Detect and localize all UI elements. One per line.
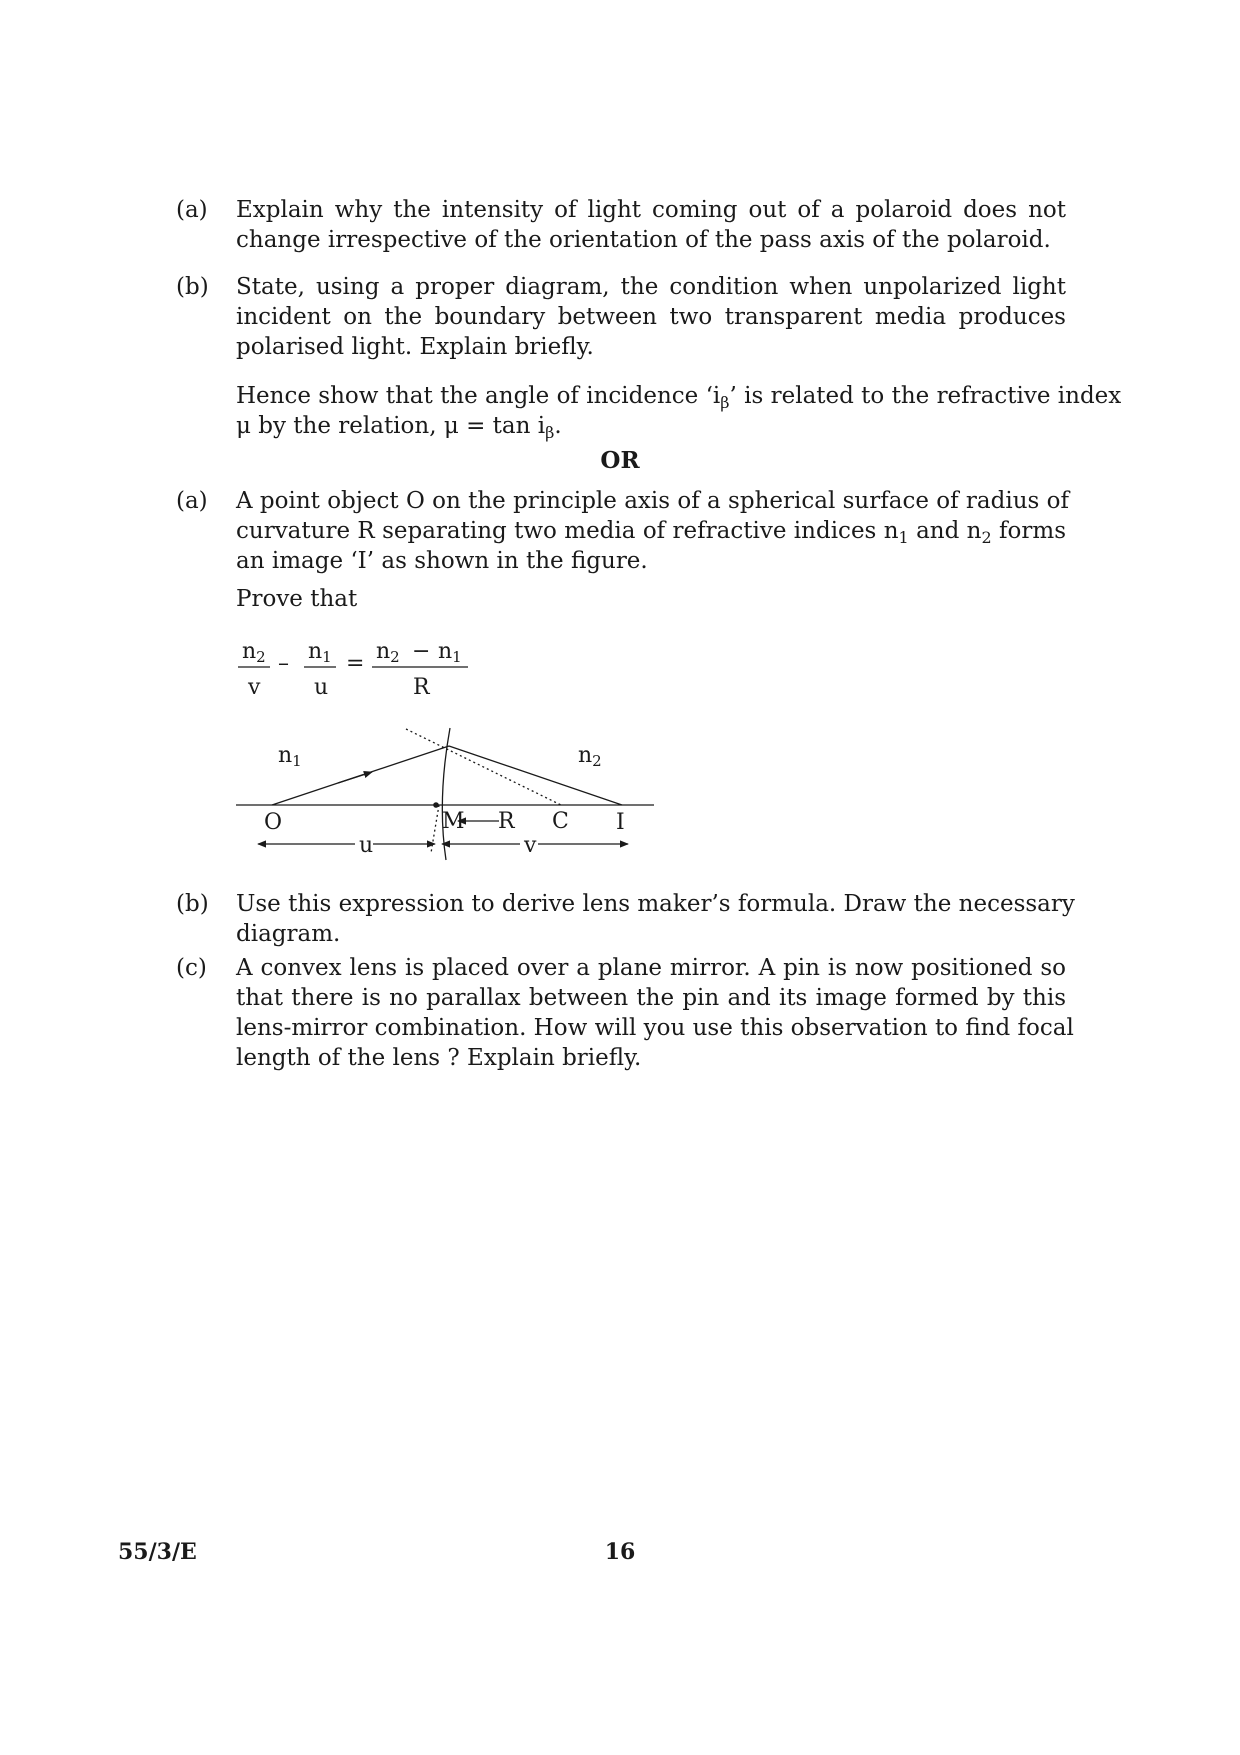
formula-rhs-n1: n [438,639,453,664]
point-I-label: I [616,810,625,835]
svg-text:n2: n2 [578,743,602,770]
svg-text:n1: n1 [308,639,332,666]
prove-that-label: Prove that [236,586,358,612]
svg-text:n1: n1 [278,743,302,770]
item-label: (c) [176,955,207,981]
question-text: State, using a proper diagram, the condition when unpolarized light incident on the boundary between two transparent media produces polarised light. Explain briefly. [236,274,1066,360]
question-text: Use this expression to derive lens maker’s formula. Draw the necessary diagram. [236,891,1075,947]
ray-arrow [338,772,372,783]
formula-R: R [413,675,430,700]
refraction-figure [230,715,660,865]
question-text: A convex lens is placed over a plane mirror. A pin is now positioned so that there is no parallax between the pin and its image formed by this lens-mirror combination. How will you use this observation to find focal length of the lens ? Explain briefly. [236,955,1074,1071]
point-M-label: M [442,809,465,834]
formula-rhs-n2: n [376,639,391,664]
svg-text:n2: n2 [242,639,266,666]
page-number: 16 [604,1539,636,1565]
formula-minus: – [278,651,289,676]
item-label: (b) [176,274,209,300]
distance-u-label: u [359,833,374,858]
normal-line [406,729,561,805]
medium-n1-label: n [278,743,293,768]
item-label: (a) [176,488,208,514]
refraction-formula [228,630,488,702]
pole-marker-line [431,805,439,853]
formula-equals: = [346,651,365,676]
point-O-label: O [264,810,283,835]
formula-n1: n [308,639,323,664]
formula-n2: n [242,639,257,664]
distance-v-label: v [524,833,537,858]
svg-text:n1: n1 [438,639,462,666]
svg-text:n2: n2 [376,639,400,666]
formula-v: v [248,675,261,700]
paper-code: 55/3/E [118,1539,197,1565]
radius-R-label: R [498,809,515,834]
item-label: (b) [176,891,209,917]
question-text: Explain why the intensity of light coming out of a polaroid does not change irrespective of the orientation of the pass axis of the polaroid. [236,197,1066,253]
formula-u: u [314,675,329,700]
medium-n2-label: n [578,743,593,768]
question-text: A point object O on the principle axis of a spherical surface of radius of curvature R separating two media of refractive indices $n_1$ and $n_2$ forms an image ‘I’ as shown in the figure. [236,488,1069,574]
point-C-label: C [552,809,569,834]
item-label: (a) [176,197,208,223]
pole-point [433,802,439,808]
formula-rhs-minus: − [412,639,431,664]
or-separator: OR [600,447,640,474]
